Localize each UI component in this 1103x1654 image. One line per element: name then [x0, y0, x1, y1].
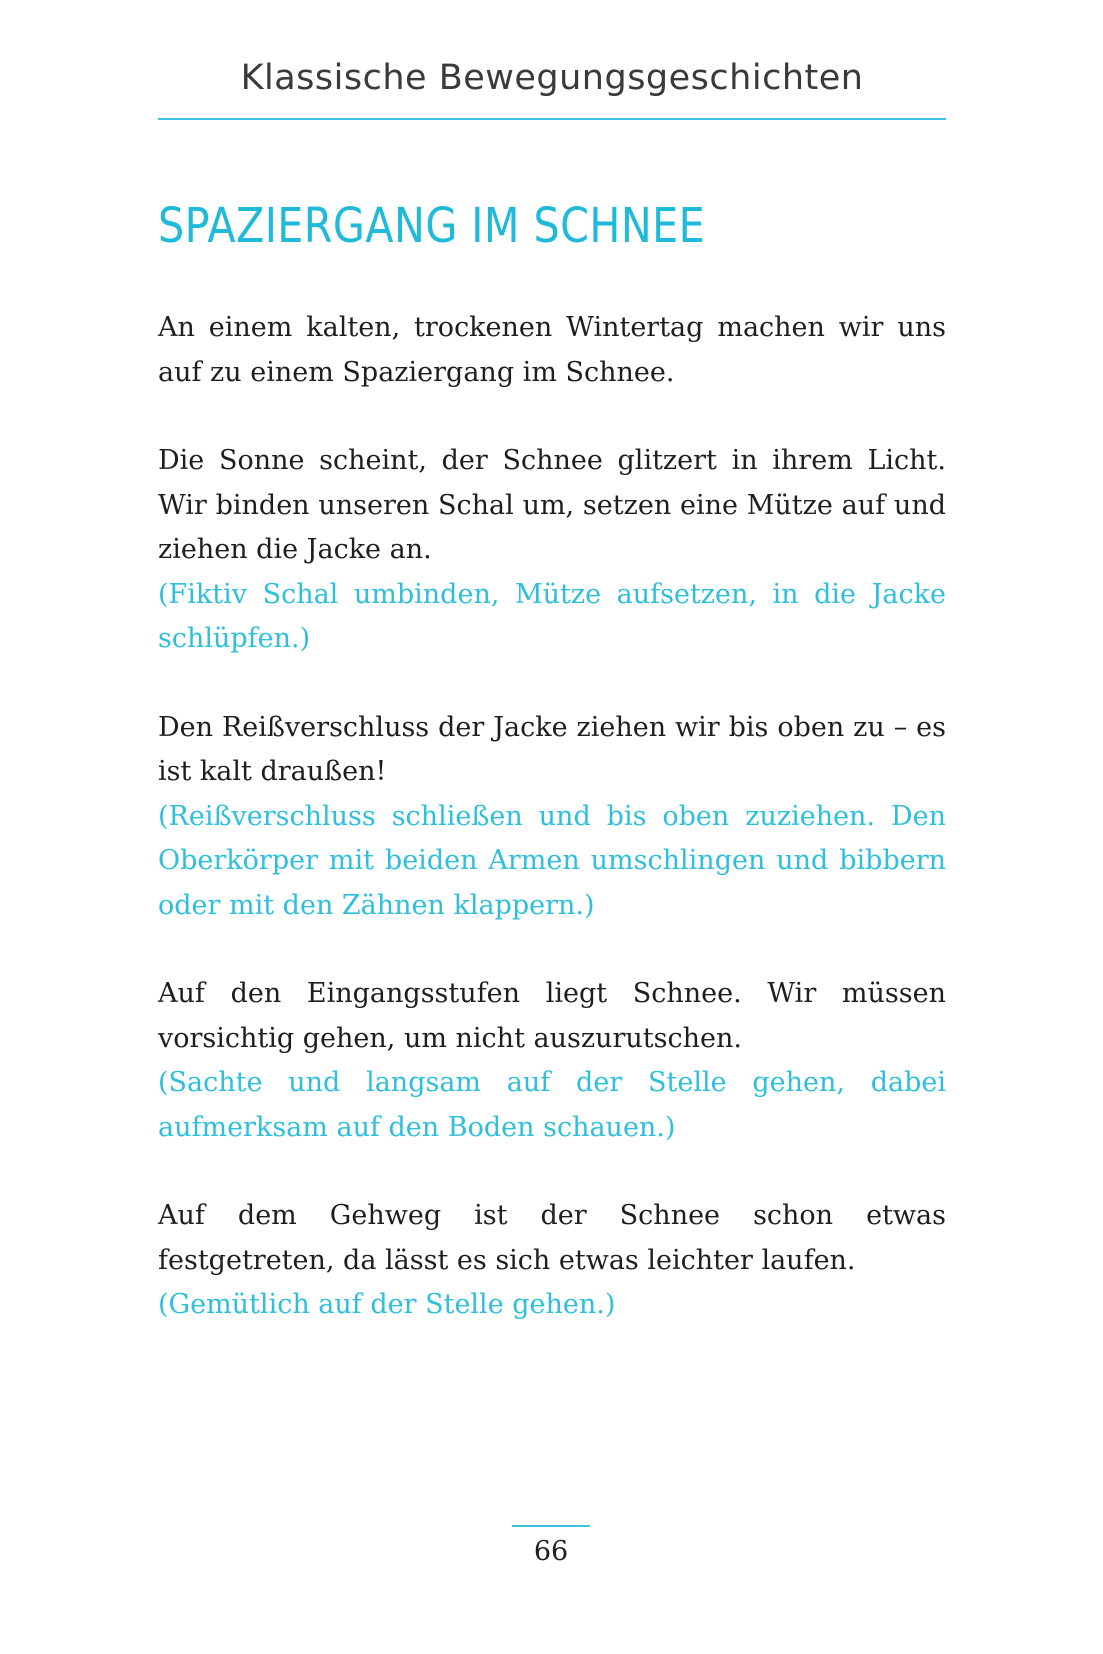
- paragraph-4: [158, 972, 946, 1150]
- story-body: [158, 306, 946, 1372]
- narration-text: Auf den Eingangsstufen liegt Schnee. Wir müssen vorsichtig gehen, um nicht auszurutschen.: [158, 978, 946, 1054]
- movement-instruction: (Fiktiv Schal umbinden, Mütze aufsetzen, in die Jacke schlüpfen.): [158, 578, 946, 654]
- story-title: SPAZIERGANG IM SCHNEE: [158, 198, 706, 254]
- page-number-rule: [512, 1525, 590, 1527]
- paragraph-1: [158, 306, 946, 395]
- movement-instruction: (Sachte und langsam auf der Stelle gehen, dabei aufmerksam auf den Boden schauen.): [158, 1067, 946, 1143]
- paragraph-3: [158, 706, 946, 929]
- narration-text: An einem kalten, trockenen Wintertag machen wir uns auf zu einem Spaziergang im Schnee.: [158, 312, 946, 388]
- narration-text: Den Reißverschluss der Jacke ziehen wir bis oben zu – es ist kalt draußen!: [158, 711, 946, 787]
- page-number: 66: [533, 1536, 569, 1567]
- narration-text: Auf dem Gehweg ist der Schnee schon etwas festgetreten, da lässt es sich etwas leichter laufen.: [158, 1200, 946, 1276]
- paragraph-2: [158, 439, 946, 662]
- movement-instruction: (Gemütlich auf der Stelle gehen.): [158, 1289, 616, 1320]
- movement-instruction: (Reißverschluss schließen und bis oben zuziehen. Den Oberkörper mit beiden Armen umschlingen und bibbern oder mit den Zähnen klappern.): [158, 800, 946, 921]
- paragraph-5: [158, 1194, 946, 1328]
- header-rule: [158, 118, 946, 120]
- running-head: Klassische Bewegungsgeschichten: [240, 58, 864, 98]
- narration-text: Die Sonne scheint, der Schnee glitzert in ihrem Licht. Wir binden unseren Schal um, setzen eine Mütze auf und ziehen die Jacke an.: [158, 445, 946, 565]
